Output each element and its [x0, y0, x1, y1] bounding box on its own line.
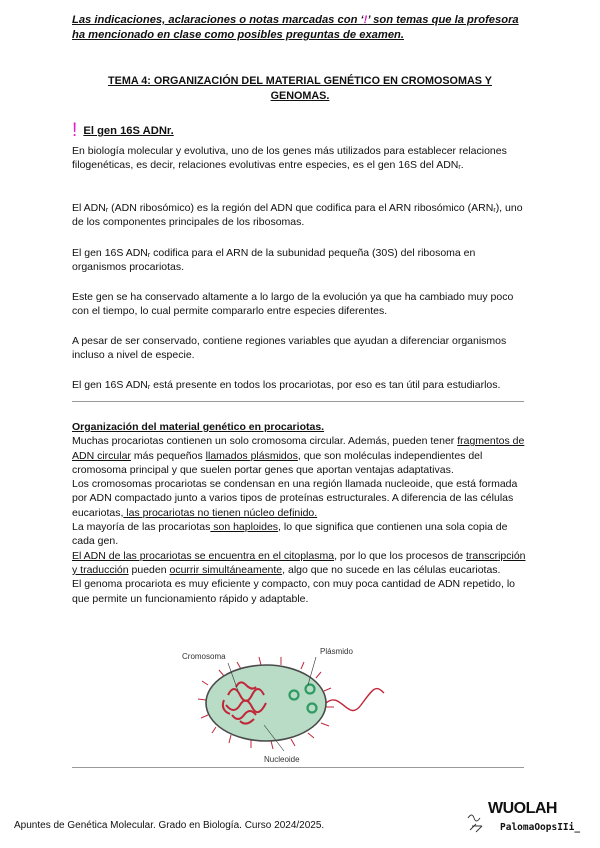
subscript-r: r	[458, 164, 461, 172]
section1-paragraph-4: Este gen se ha conservado altamente a lo largo de la evolución ya que ha cambiado muy poco con el tiempo, lo cual permite compararlo entre especies diferentes.	[72, 291, 514, 318]
section1-heading-text: El gen 16S ADNr.	[83, 125, 174, 137]
section2-line-3: La mayoría de las procariotas son haploides, lo que significa que contienen una sola copia de cada gen.	[72, 521, 508, 548]
notice-text-before: Las indicaciones, aclaraciones o notas marcadas con ‘	[72, 14, 364, 26]
section1-paragraph-3	[72, 246, 530, 275]
section2-line-5: El genoma procariota es muy eficiente y compacto, con muy poca cantidad de ADN repetido, lo que permite un funcionamiento rápido y adaptable.	[72, 578, 515, 605]
footer-text: Apuntes de Genética Molecular. Grado en Biología. Curso 2024/2025.	[14, 820, 325, 831]
p6-text-a: El gen 16S ADN	[72, 379, 148, 391]
p2-text-a: El ADN	[72, 202, 106, 214]
p2-text-b: (ADN ribosómico) es la región del ADN que codifica para el ARN ribosómico (ARN	[108, 202, 494, 214]
divider	[72, 401, 524, 402]
section2-heading: Organización del material genético en procariotas.	[72, 421, 325, 433]
section2	[72, 420, 532, 606]
divider	[72, 767, 524, 768]
exam-marker-icon: !	[72, 120, 78, 141]
subscript-r: r	[147, 252, 151, 259]
p1-end: .	[460, 159, 464, 172]
p2-text-c: ), uno de los componentes principales de los ribosomas.	[72, 202, 523, 229]
section2-line-2: Los cromosomas procariotas se condensan en una región llamada nucleoide, que está formada por ADN compactado junto a varios tipos de proteínas estructurales. A diferencia de las células eucariotas, las procariotas no tienen núcleo definido.	[72, 478, 518, 519]
p1-text: En biología molecular y evolutiva, uno de los genes más utilizados para establecer relaciones filogenéticas, es decir, relaciones evolutivas entre especies, es el gen 16S del ADN	[72, 145, 507, 172]
p3-text-b: codifica para el ARN de la subunidad pequeña (30S) del ribosoma en organismos procariotas.	[72, 247, 476, 274]
handwriting-icon	[466, 808, 490, 838]
section1-paragraph-5: A pesar de ser conservado, contiene regiones variables que ayudan a diferenciar organismos incluso a nivel de especie.	[72, 335, 507, 362]
label-nucleoid: Nucleoide	[264, 755, 300, 764]
prokaryotic-cell-diagram	[176, 645, 386, 765]
subscript-r: r	[105, 207, 109, 214]
label-plasmid: Plásmido	[320, 647, 353, 656]
section2-line-4: El ADN de las procariotas se encuentra en el citoplasma, por lo que los procesos de transcripción y traducción pueden ocurrir simultáneamente, algo que no sucede en las células eucariotas.	[72, 549, 526, 576]
subscript-r: r	[493, 207, 496, 214]
section1-paragraph-2	[72, 201, 530, 230]
section1-paragraph-1	[72, 144, 530, 173]
p3-text-a: El gen 16S ADN	[72, 247, 148, 259]
notice-text-after: ’ son temas que la profesora ha mencionado en clase como posibles preguntas de examen.	[72, 14, 519, 41]
section2-line-1: Muchas procariotas contienen un solo cromosoma circular. Además, pueden tener fragmentos de ADN circular más pequeños llamados plásmidos, que son moléculas independientes del cromosoma principal y que suelen portar genes que aportan ventajas adaptativas.	[72, 435, 525, 476]
author-username: PalomaOopsIIi_	[500, 822, 581, 833]
section1-heading	[72, 120, 174, 142]
page-title: TEMA 4: ORGANIZACIÓN DEL MATERIAL GENÉTICO EN CROMOSOMAS Y GENOMAS.	[108, 75, 492, 102]
notice-mark: !	[363, 14, 368, 26]
p6-text-b: está presente en todos los procariotas, por eso es tan útil para estudiarlos.	[150, 379, 501, 391]
section1-paragraph-6	[72, 378, 530, 392]
exam-notice	[72, 13, 532, 43]
label-chromosome: Cromosoma	[182, 652, 226, 661]
brand-logo: WUOLAH	[488, 800, 557, 817]
subscript-r: r	[147, 384, 151, 391]
